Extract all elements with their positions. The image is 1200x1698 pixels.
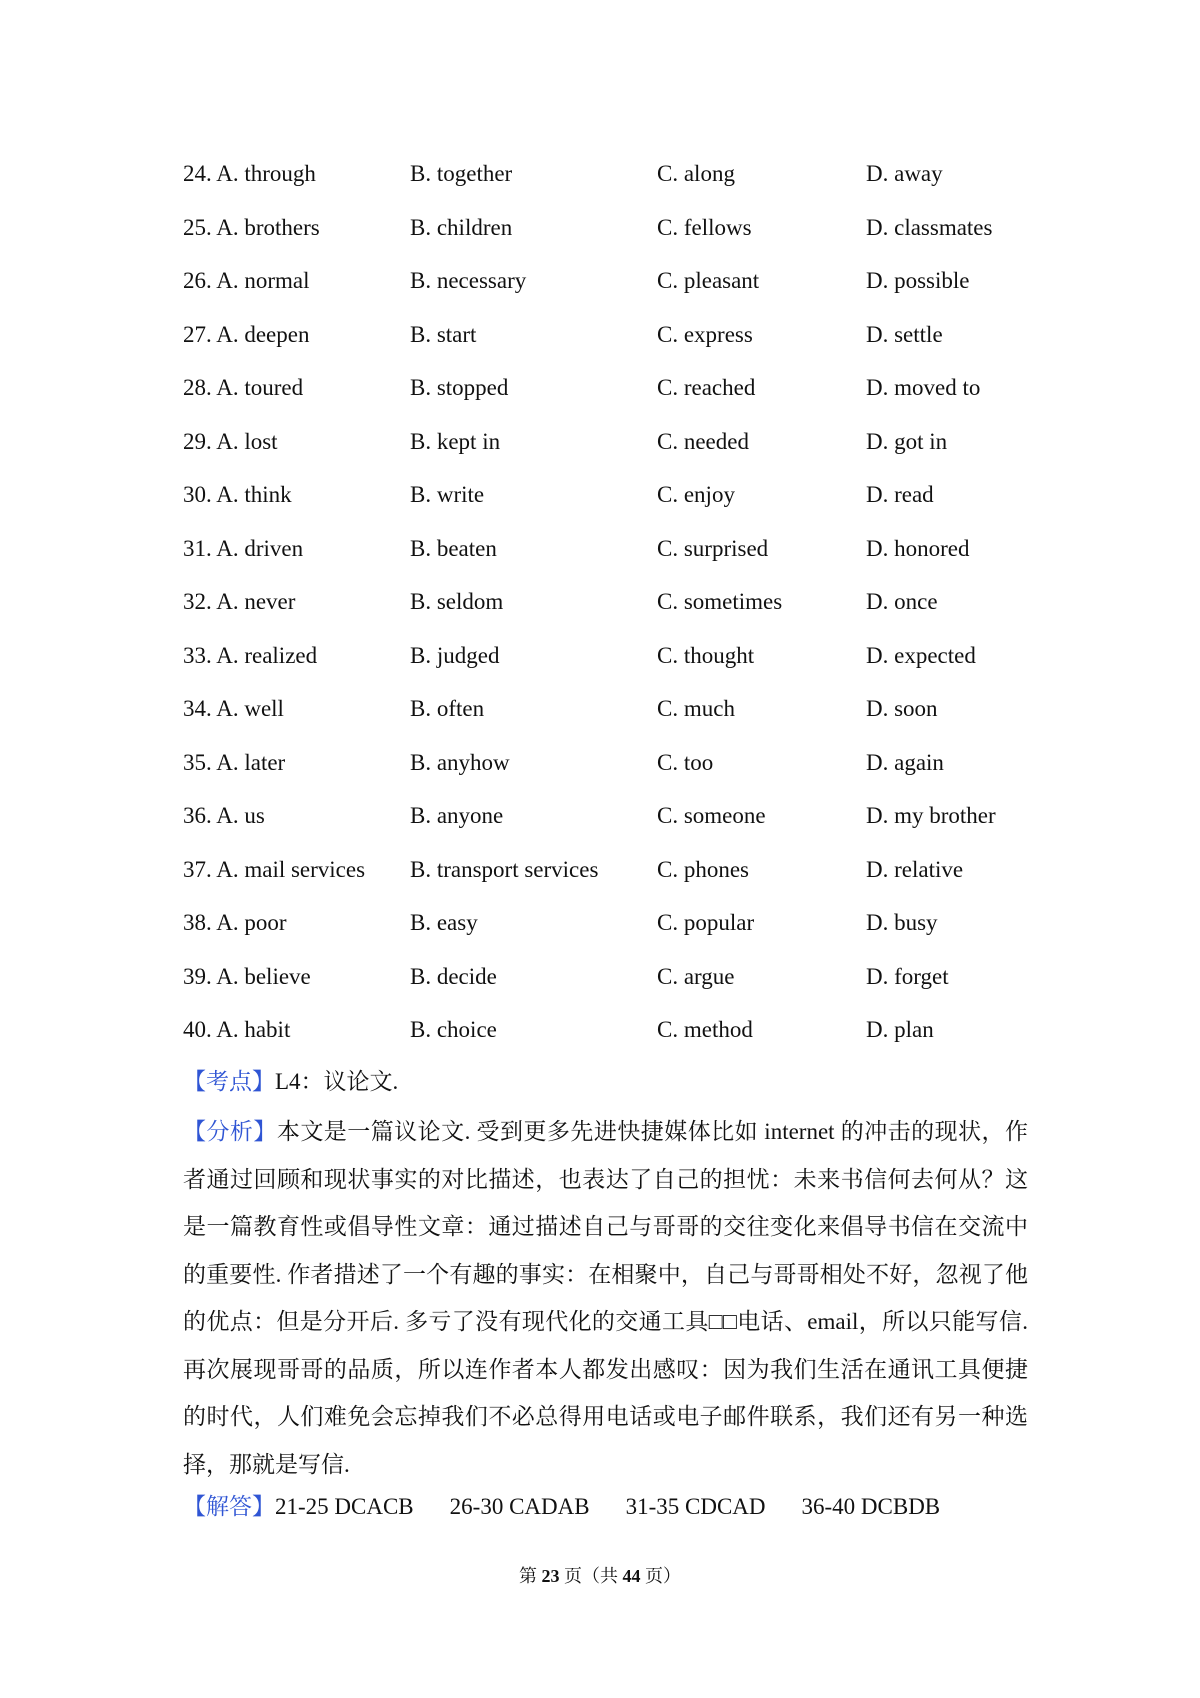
answer-group: 26-30 CADAB: [449, 1494, 590, 1519]
option-d: D. plan: [866, 1017, 934, 1042]
option-d: D. possible: [866, 268, 970, 293]
option-d: D. again: [866, 749, 944, 775]
option-row-28: [183, 365, 1043, 419]
option-a: 38. A. poor: [183, 910, 287, 935]
answer-section: [183, 1487, 1028, 1527]
footer-prefix: 第: [519, 1566, 537, 1586]
option-a: 24. A. through: [183, 161, 316, 186]
option-row-30: [183, 472, 1043, 526]
option-row-25: [183, 205, 1043, 259]
option-d: D. moved to: [866, 375, 981, 400]
option-b: B. anyhow: [410, 749, 510, 775]
option-c: C. much: [657, 696, 735, 721]
option-d: D. relative: [866, 856, 964, 882]
kaodian-label: 【考点】: [183, 1069, 275, 1094]
option-a: 28. A. toured: [183, 375, 304, 400]
option-row-35: [183, 740, 1043, 794]
option-d: D. expected: [866, 642, 976, 668]
option-c: C. sometimes: [657, 589, 783, 614]
answer-group: 36-40 DCBDB: [801, 1494, 941, 1519]
option-b: B. children: [410, 214, 513, 240]
option-c: C. needed: [657, 428, 749, 454]
option-a: 39. A. believe: [183, 963, 311, 989]
option-a: 36. A. us: [183, 803, 265, 828]
option-d: D. read: [866, 482, 934, 507]
option-c: C. enjoy: [657, 482, 735, 507]
option-b: B. anyone: [410, 803, 504, 828]
option-row-34: [183, 686, 1043, 740]
option-c: C. fellows: [657, 214, 752, 240]
option-a: 33. A. realized: [183, 642, 318, 668]
option-a: 31. A. driven: [183, 535, 304, 561]
footer-middle: 页（共: [564, 1566, 618, 1586]
option-row-27: [183, 312, 1043, 366]
option-c: C. method: [657, 1017, 753, 1042]
option-b: B. often: [410, 696, 485, 721]
option-row-26: [183, 258, 1043, 312]
option-row-39: [183, 954, 1043, 1008]
option-row-37: [183, 847, 1043, 901]
option-row-33: [183, 633, 1043, 687]
footer-suffix: 页）: [645, 1566, 681, 1586]
footer-page-number: 23: [541, 1566, 560, 1586]
option-b: B. transport services: [410, 856, 599, 882]
options-list: [183, 151, 1043, 1061]
option-row-24: [183, 151, 1043, 205]
option-a: 27. A. deepen: [183, 321, 310, 347]
option-a: 32. A. never: [183, 589, 296, 614]
option-c: C. argue: [657, 963, 735, 989]
analysis-label: 【分析】: [183, 1119, 277, 1144]
option-a: 26. A. normal: [183, 268, 310, 293]
option-a: 37. A. mail services: [183, 856, 366, 882]
option-c: C. express: [657, 321, 753, 347]
analysis-text: 本文是一篇议论文. 受到更多先进快捷媒体比如 internet 的冲击的现状，作者通过回顾和现状事实的对比描述，也表达了自己的担忧：未来书信何去何从？这是一篇教育性或倡导性文章：通过描述自己与哥哥的交往变化来倡导书信在交流中的重要性. 作者措述了一个有趣的事实：在相聚中，自己与哥哥相处不好，忽视了他的优点：但是分开后. 多亏了没有现代化的交通工具□□电话、email，所以只能写信. 再次展现哥哥的品质，所以连作者本人都发出感叹：因为我们生活在通讯工具便捷的时代，人们难免会忘掉我们不必总得用电话或电子邮件联系，我们还有另一种选择，那就是写信.: [183, 1119, 1029, 1477]
option-b: B. kept in: [410, 428, 501, 454]
option-b: B. choice: [410, 1017, 497, 1042]
kaodian-section: [183, 1062, 1028, 1102]
option-c: C. popular: [657, 910, 755, 935]
page-footer: [0, 1562, 1200, 1590]
option-b: B. decide: [410, 963, 497, 989]
option-a: 30. A. think: [183, 482, 292, 507]
option-c: C. phones: [657, 856, 749, 882]
analysis-section: [183, 1108, 1028, 1488]
option-b: B. necessary: [410, 268, 527, 293]
option-b: B. write: [410, 482, 485, 507]
option-c: C. reached: [657, 375, 756, 400]
option-d: D. busy: [866, 910, 938, 935]
kaodian-text: L4：议论文.: [275, 1069, 399, 1094]
option-c: C. too: [657, 749, 714, 775]
option-b: B. together: [410, 161, 513, 186]
option-a: 34. A. well: [183, 696, 284, 721]
option-d: D. classmates: [866, 214, 993, 240]
option-b: B. stopped: [410, 375, 509, 400]
option-a: 40. A. habit: [183, 1017, 291, 1042]
option-c: C. surprised: [657, 535, 769, 561]
option-a: 29. A. lost: [183, 428, 278, 454]
option-d: D. honored: [866, 535, 970, 561]
answer-group: 31-35 CDCAD: [625, 1494, 766, 1519]
option-row-36: [183, 793, 1043, 847]
answer-label: 【解答】: [183, 1494, 275, 1519]
option-c: C. thought: [657, 642, 755, 668]
option-b: B. beaten: [410, 535, 497, 561]
option-a: 35. A. later: [183, 749, 286, 775]
option-row-38: [183, 900, 1043, 954]
option-b: B. judged: [410, 642, 500, 668]
option-a: 25. A. brothers: [183, 214, 320, 240]
option-row-29: [183, 419, 1043, 473]
option-row-32: [183, 579, 1043, 633]
option-d: D. once: [866, 589, 938, 614]
footer-total-pages: 44: [622, 1566, 641, 1586]
option-row-40: [183, 1007, 1043, 1061]
option-d: D. settle: [866, 321, 943, 347]
option-d: D. my brother: [866, 803, 996, 828]
option-row-31: [183, 526, 1043, 580]
option-d: D. soon: [866, 696, 938, 721]
option-c: C. along: [657, 161, 735, 186]
option-d: D. away: [866, 161, 943, 186]
option-b: B. start: [410, 321, 477, 347]
option-b: B. easy: [410, 910, 478, 935]
option-b: B. seldom: [410, 589, 504, 614]
option-d: D. forget: [866, 963, 949, 989]
answer-group: 21-25 DCACB: [275, 1494, 414, 1519]
option-c: C. someone: [657, 803, 766, 828]
option-c: C. pleasant: [657, 268, 760, 293]
option-d: D. got in: [866, 428, 948, 454]
